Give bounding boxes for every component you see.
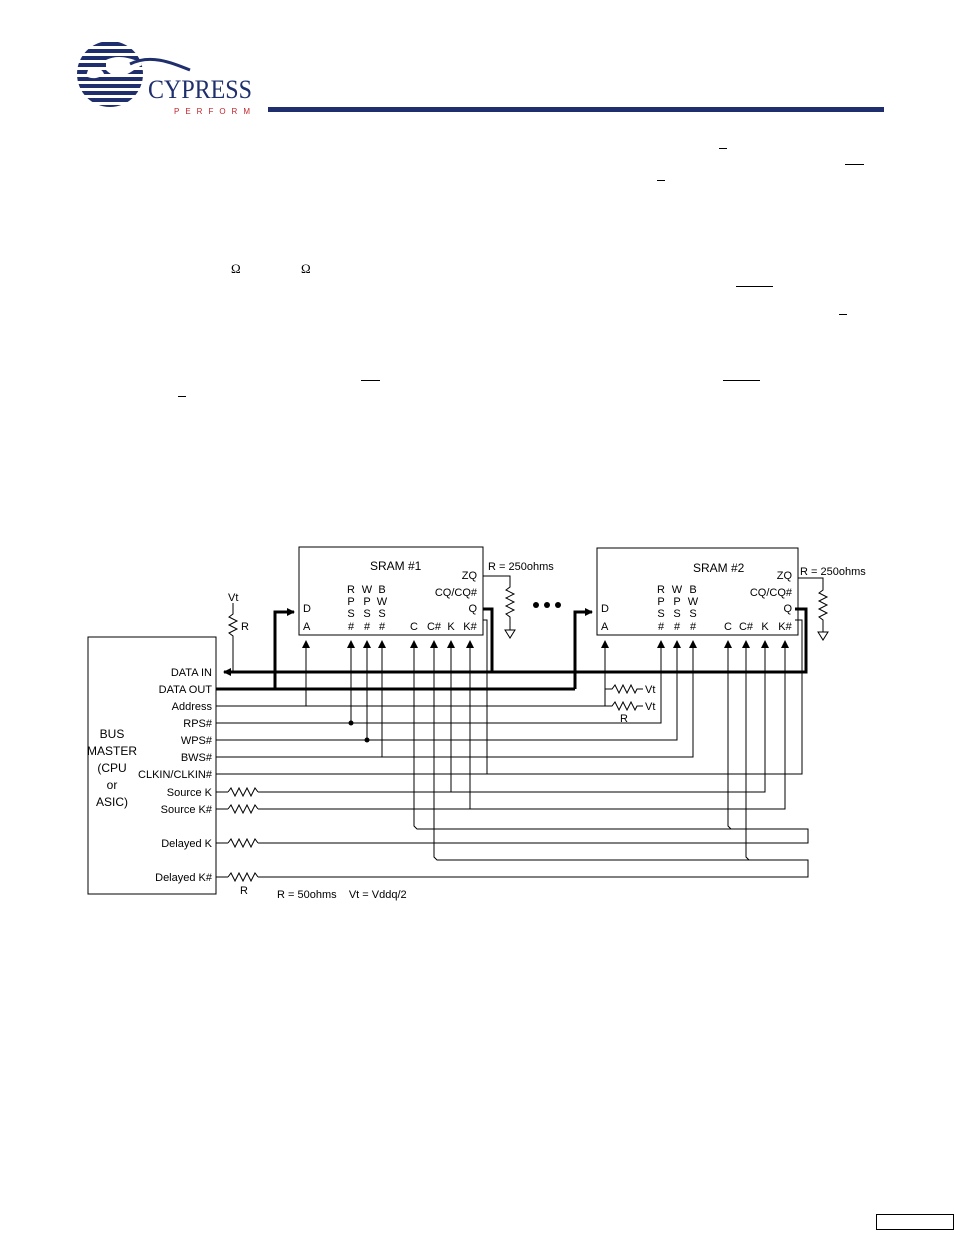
data-in-termination bbox=[229, 603, 237, 672]
sram1-zq: ZQ bbox=[461, 570, 477, 582]
sram2-d: D bbox=[601, 603, 609, 615]
svg-text:BUS: BUS bbox=[99, 727, 125, 741]
svg-text:W: W bbox=[361, 584, 373, 596]
svg-text:or: or bbox=[106, 778, 118, 792]
sram2-zq-resistor-label: R = 250ohms bbox=[800, 566, 866, 578]
signal-wps: WPS# bbox=[180, 735, 212, 747]
sram2-c: C bbox=[724, 621, 732, 633]
svg-text:MASTER: MASTER bbox=[86, 744, 138, 758]
logo-tagline: PERFORM bbox=[174, 107, 256, 116]
svg-text:#: # bbox=[378, 621, 386, 633]
svg-text:W: W bbox=[376, 596, 388, 608]
svg-text:R: R bbox=[657, 584, 665, 596]
signal-data-in: DATA IN bbox=[170, 667, 212, 679]
sram2-cq: CQ/CQ# bbox=[749, 587, 792, 599]
footer-box bbox=[876, 1214, 954, 1230]
term-vt2: Vt bbox=[645, 701, 656, 713]
svg-text:#: # bbox=[363, 621, 371, 633]
svg-text:S: S bbox=[657, 608, 665, 620]
sram2-wps-label bbox=[672, 584, 683, 633]
svg-text:(CPU: (CPU bbox=[97, 761, 127, 775]
vt-label: Vt bbox=[228, 592, 239, 604]
signal-labels bbox=[138, 667, 213, 884]
signal-delayed-k: Delayed K bbox=[161, 838, 212, 850]
svg-text:#: # bbox=[689, 621, 697, 633]
svg-text:S: S bbox=[378, 608, 386, 620]
svg-text:S: S bbox=[689, 608, 697, 620]
junction-dots bbox=[349, 721, 370, 743]
sram1-kn: K# bbox=[463, 621, 477, 633]
sram1-cq: CQ/CQ# bbox=[434, 587, 477, 599]
signal-wiring bbox=[216, 620, 808, 881]
sram2-zq: ZQ bbox=[776, 570, 792, 582]
signal-bws: BWS# bbox=[180, 752, 212, 764]
sram1-cn: C# bbox=[426, 621, 442, 633]
sram2-kn: K# bbox=[778, 621, 792, 633]
zq-resistor-sram1 bbox=[483, 576, 515, 638]
term-r: R bbox=[620, 713, 628, 725]
sram1-wps-label bbox=[362, 584, 373, 633]
svg-text:P: P bbox=[657, 596, 665, 608]
sram2-rps-label bbox=[657, 584, 665, 633]
svg-text:W: W bbox=[687, 596, 699, 608]
svg-text:P: P bbox=[363, 596, 371, 608]
svg-text:S: S bbox=[363, 608, 371, 620]
svg-text:B: B bbox=[689, 584, 697, 596]
bottom-r-label: R bbox=[240, 885, 248, 897]
sram1-c: C bbox=[410, 621, 418, 633]
svg-text:P: P bbox=[347, 596, 355, 608]
svg-text:#: # bbox=[347, 621, 355, 633]
sram1-rps-label bbox=[347, 584, 355, 633]
term-vt1: Vt bbox=[645, 684, 656, 696]
ohm-symbol: Ω bbox=[231, 261, 241, 276]
svg-text:#: # bbox=[657, 621, 665, 633]
signal-source-k: Source K bbox=[166, 787, 212, 799]
bus-master-label bbox=[87, 727, 137, 809]
sram1-d: D bbox=[303, 603, 311, 615]
signal-data-out: DATA OUT bbox=[158, 684, 212, 696]
logo-wordmark: CYPRESS bbox=[148, 75, 252, 104]
sram2-title: SRAM #2 bbox=[693, 561, 745, 575]
signal-rps: RPS# bbox=[183, 718, 212, 730]
svg-text:B: B bbox=[378, 584, 386, 596]
signal-clkin: CLKIN/CLKIN# bbox=[138, 769, 212, 781]
sram1-zq-resistor-label: R = 250ohms bbox=[488, 561, 554, 573]
sram2-bws-label bbox=[688, 584, 699, 633]
sram2-q: Q bbox=[783, 603, 792, 615]
svg-text:W: W bbox=[671, 584, 683, 596]
sram1-title: SRAM #1 bbox=[370, 559, 422, 573]
svg-text:P: P bbox=[673, 596, 681, 608]
ohm-symbol: Ω bbox=[301, 261, 311, 276]
sram2-cn: C# bbox=[738, 621, 754, 633]
signal-address: Address bbox=[171, 701, 212, 713]
sram1-q: Q bbox=[468, 603, 477, 615]
sram1-k: K bbox=[447, 621, 455, 633]
signal-delayed-kn: Delayed K# bbox=[155, 872, 212, 884]
r-label: R bbox=[241, 621, 249, 633]
signal-source-kn: Source K# bbox=[160, 804, 212, 816]
svg-text:R: R bbox=[347, 584, 355, 596]
svg-text:S: S bbox=[347, 608, 355, 620]
sram1-bws-label bbox=[377, 584, 388, 633]
ellipsis-dots bbox=[533, 602, 561, 608]
legend-text: R = 50ohms Vt = Vddq/2 bbox=[277, 889, 407, 901]
svg-text:S: S bbox=[673, 608, 681, 620]
svg-text:ASIC): ASIC) bbox=[95, 795, 129, 809]
svg-text:#: # bbox=[673, 621, 681, 633]
sram2-a: A bbox=[601, 621, 609, 633]
sram2-k: K bbox=[761, 621, 769, 633]
sram1-a: A bbox=[303, 621, 311, 633]
